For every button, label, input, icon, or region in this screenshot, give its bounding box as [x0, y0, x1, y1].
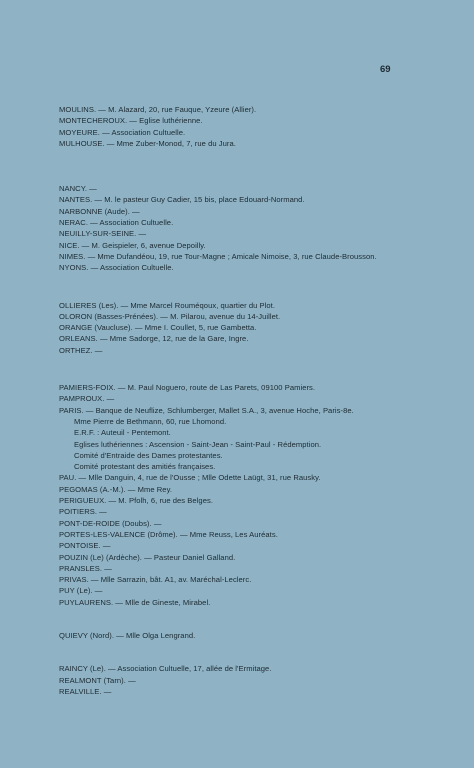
- entry-line: NANCY. —: [59, 184, 97, 194]
- entry-line: POITIERS. —: [59, 507, 107, 517]
- entry-line: Mme Pierre de Bethmann, 60, rue Lhomond.: [74, 416, 227, 426]
- entry-line: REALMONT (Tarn). —: [59, 675, 136, 685]
- entry-line: PUYLAURENS. — Mlle de Gineste, Mirabel.: [59, 597, 211, 607]
- entry-line: ORLEANS. — Mme Sadorge, 12, rue de la Gare, Ingre.: [59, 334, 249, 344]
- entry-line: Comité d'Entraide des Dames protestantes.: [74, 450, 223, 460]
- entry-line: Eglises luthériennes : Ascension - Saint-Jean - Saint-Paul - Rédemption.: [74, 439, 322, 449]
- entry-line: ORTHEZ. —: [59, 345, 103, 355]
- entry-line: PONTOISE. —: [59, 541, 111, 551]
- entry-line: E.R.F. : Auteuil - Pentemont.: [74, 428, 171, 438]
- entry-line: PAMPROUX. —: [59, 394, 115, 404]
- entry-line: PRIVAS. — Mlle Sarrazin, bât. A1, av. Maréchal-Leclerc.: [59, 575, 252, 585]
- entry-line: MULHOUSE. — Mme Zuber-Monod, 7, rue du Jura.: [59, 138, 236, 148]
- entry-line: RAINCY (Le). — Association Cultuelle, 17, allée de l'Ermitage.: [59, 664, 272, 674]
- entry-line: NARBONNE (Aude). —: [59, 206, 140, 216]
- entry-line: REALVILLE. —: [59, 686, 112, 696]
- entry-line: POUZIN (Le) (Ardèche). — Pasteur Daniel Galland.: [59, 552, 236, 562]
- page-number: 69: [380, 64, 391, 75]
- entry-line: OLORON (Basses-Prénées). — M. Pilarou, avenue du 14-Juillet.: [59, 311, 281, 321]
- entry-line: PARIS. — Banque de Neuflize, Schlumberger, Mallet S.A., 3, avenue Hoche, Paris-8e.: [59, 405, 354, 415]
- section-gap: [59, 608, 459, 630]
- entry-line: Comité protestant des amitiés françaises.: [74, 462, 216, 472]
- entry-line: PORTES-LES-VALENCE (Drôme). — Mme Reuss, Les Auréats.: [59, 529, 278, 539]
- directory-entries: [59, 104, 459, 697]
- entry-line: PUY (Le). —: [59, 586, 103, 596]
- entry-line: QUIEVY (Nord). — Mlle Olga Lengrand.: [59, 630, 196, 640]
- entry-line: PERIGUEUX. — M. Pfolh, 6, rue des Belges.: [59, 496, 213, 506]
- entry-line: PAMIERS-FOIX. — M. Paul Noguero, route de Las Parets, 09100 Pamiers.: [59, 383, 316, 393]
- entry-line: ORANGE (Vaucluse). — Mme I. Coullet, 5, rue Gambetta.: [59, 323, 257, 333]
- entry-line: NANTES. — M. le pasteur Guy Cadier, 15 bis, place Edouard-Normand.: [59, 195, 305, 205]
- entry-line: PEGOMAS (A.-M.). — Mme Rey.: [59, 484, 173, 494]
- entry-line: PONT-DE-ROIDE (Doubs). —: [59, 518, 162, 528]
- section-gap: [59, 274, 459, 300]
- entry-line: NYONS. — Association Cultuelle.: [59, 263, 174, 273]
- section-gap: [59, 149, 459, 183]
- entry-line: PAU. — Mlle Danguin, 4, rue de l'Ousse ; Mlle Odette Laügt, 31, rue Rausky.: [59, 473, 321, 483]
- section-gap: [59, 641, 459, 663]
- section-gap: [59, 356, 459, 382]
- entry-line: NERAC. — Association Cultuelle.: [59, 218, 174, 228]
- entry-line: MONTECHEROUX. — Eglise luthérienne.: [59, 116, 203, 126]
- entry-line: NIMES. — Mme Dufandéou, 19, rue Tour-Magne ; Amicale Nimoise, 3, rue Claude-Brousson.: [59, 251, 377, 261]
- entry-line: OLLIERES (Les). — Mme Marcel Rouméqoux, quartier du Plot.: [59, 300, 275, 310]
- entry-line: MOYEURE. — Association Cultuelle.: [59, 127, 186, 137]
- entry-line: NICE. — M. Geispieler, 6, avenue Depoilly.: [59, 240, 206, 250]
- entry-line: NEUILLY-SUR-SEINE. —: [59, 229, 147, 239]
- entry-line: MOULINS. — M. Alazard, 20, rue Fauque, Yzeure (Allier).: [59, 105, 257, 114]
- entry-line: PRANSLES. —: [59, 563, 112, 573]
